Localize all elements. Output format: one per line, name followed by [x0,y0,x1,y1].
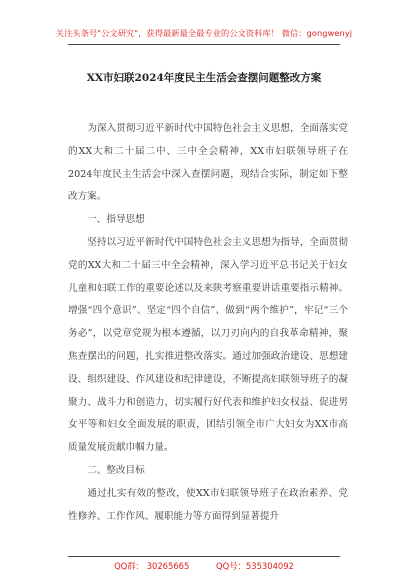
footer-contact [0,560,408,572]
rectification-goals-paragraph: 通过扎实有效的整改，使XX市妇联领导班子在政治素养、党性修养、工作作风、履职能力等方面得到显著提升 [68,487,348,522]
qq-group: QQ群： 30265665 [114,561,190,571]
document-body [68,118,348,528]
section-heading-rectification-goals: 二、整改目标 [87,464,145,476]
footer-divider [68,556,340,557]
qq-number: QQ号：535304092 [216,561,294,571]
document-title: XX市妇联2024年度民主生活会查摆问题整改方案 [86,72,322,84]
header-banner: 关注头条号"公文研究"，获得最新最全最专业的公文资料库！ 微信：gongwenyj [55,28,353,38]
intro-paragraph: 为深入贯彻习近平新时代中国特色社会主义思想，全面落实党的XX大和二十届二中、三中全会精神，XX市妇联领导班子在2024年度民主生活会中深入查摆问题，现结合实际，制定如下整改方案。 [68,123,348,203]
header-divider [68,44,340,45]
section-heading-guiding-ideology: 一、指导思想 [87,214,145,226]
guiding-ideology-paragraph: 坚持以习近平新时代中国特色社会主义思想为指导，全面贯彻党的XX大和二十届三中全会精神，深入学习近平总书记关于妇女儿童和妇联工作的重要论述以及来陕考察重要讲话重要指示精神。增强“四个意识”、坚定“四个自信”、做到“两个维护”，牢记“三个务必”，以党章党规为根本遵循，以刀刃向内的自我革命精神，聚焦查摆出的问题，扎实推进整改落实。通过加强政治建设、思想建设、组织建设、作风建设和纪律建设，不断提高妇联领导班子的凝聚力、战斗力和创造力，切实履行好代表和维护妇女权益、促进男女平等和妇女全面发展的职责，团结引领全市广大妇女为XX市高质量发展贡献巾帼力量。 [68,236,348,454]
